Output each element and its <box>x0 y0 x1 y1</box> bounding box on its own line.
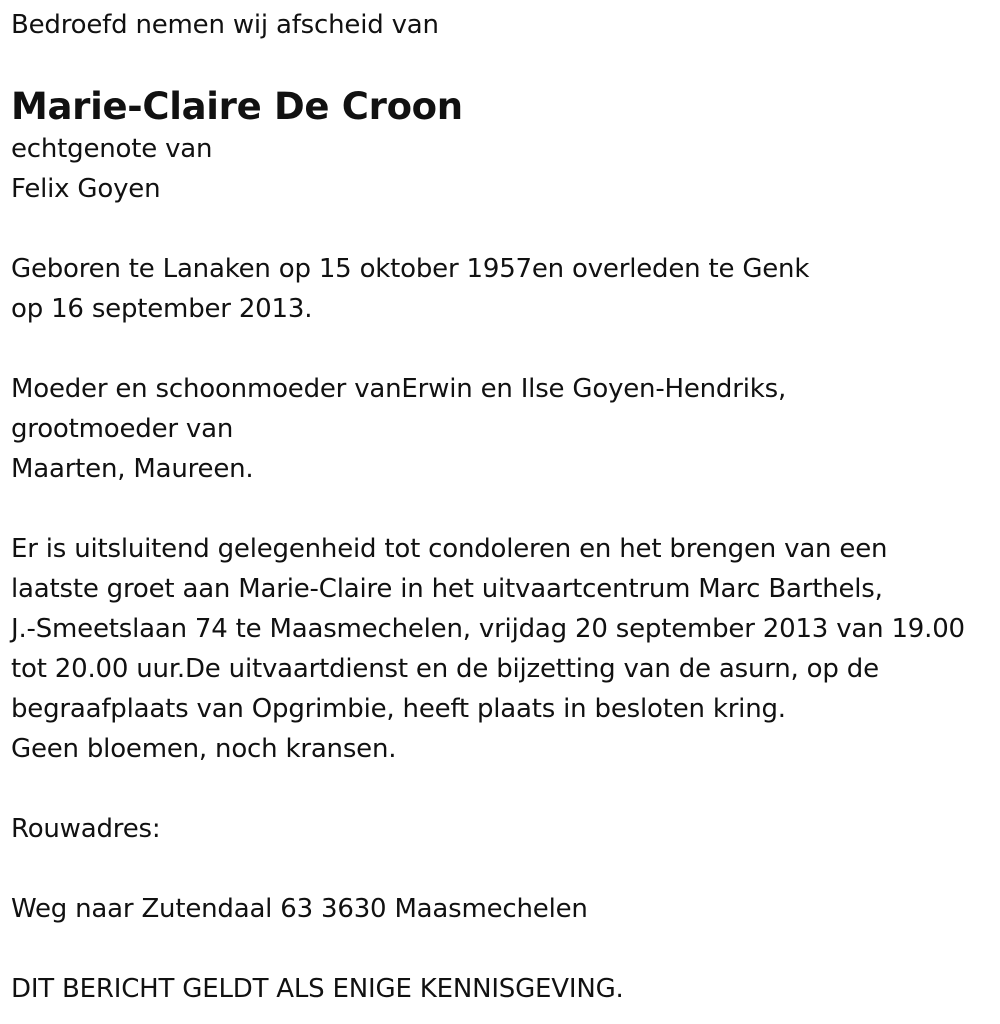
birth-death-line: op 16 september 2013. <box>11 294 313 324</box>
relation-label: echtgenote van <box>11 134 213 164</box>
ceremony-line: Er is uitsluitend gelegenheid tot condoleren en het brengen van een <box>11 534 888 564</box>
intro-text: Bedroefd nemen wij afscheid van <box>11 10 439 40</box>
deceased-name: Marie-Claire De Croon <box>11 85 463 128</box>
spacer <box>11 489 996 529</box>
family-line: Maarten, Maureen. <box>11 454 254 484</box>
spacer <box>11 209 996 249</box>
family-line: grootmoeder van <box>11 414 234 444</box>
spacer <box>11 769 996 809</box>
closing-notice: DIT BERICHT GELDT ALS ENIGE KENNISGEVING. <box>11 974 624 1004</box>
ceremony-line: laatste groet aan Marie-Claire in het uitvaartcentrum Marc Barthels, <box>11 574 883 604</box>
spacer <box>11 329 996 369</box>
ceremony-line: begraafplaats van Opgrimbie, heeft plaats in besloten kring. <box>11 694 786 724</box>
spacer <box>11 929 996 969</box>
mourning-address: Weg naar Zutendaal 63 3630 Maasmechelen <box>11 894 588 924</box>
spacer <box>11 849 996 889</box>
birth-death-line: Geboren te Lanaken op 15 oktober 1957en overleden te Genk <box>11 254 810 284</box>
ceremony-line: J.-Smeetslaan 74 te Maasmechelen, vrijdag 20 september 2013 van 19.00 <box>11 614 965 644</box>
obituary-notice <box>11 5 996 1009</box>
ceremony-line: Geen bloemen, noch kransen. <box>11 734 397 764</box>
address-label: Rouwadres: <box>11 814 161 844</box>
family-line: Moeder en schoonmoeder vanErwin en Ilse Goyen-Hendriks, <box>11 374 787 404</box>
spouse-name: Felix Goyen <box>11 174 161 204</box>
ceremony-line: tot 20.00 uur.De uitvaartdienst en de bijzetting van de asurn, op de <box>11 654 879 684</box>
